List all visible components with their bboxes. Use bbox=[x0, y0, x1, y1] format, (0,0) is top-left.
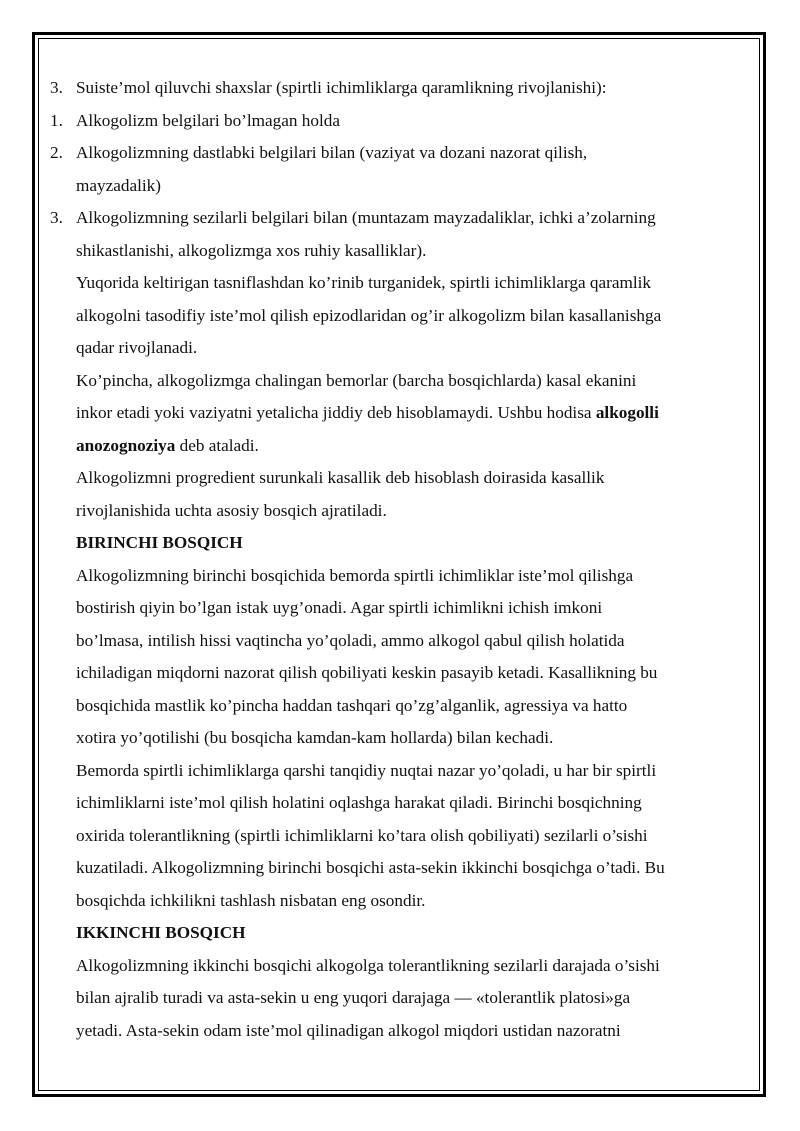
paragraph-line: rivojlanishida uchta asosiy bosqich ajratiladi. bbox=[76, 500, 387, 520]
list-text: Alkogolizm belgilari bo’lmagan holda bbox=[76, 110, 340, 130]
paragraph-line: Yuqorida keltirigan tasniflashdan ko’rinib turganidek, spirtli ichimliklarga qaramlik bbox=[76, 273, 652, 292]
list-number: 3. bbox=[50, 78, 63, 97]
paragraph-line bbox=[50, 397, 730, 430]
paragraph-line bbox=[50, 430, 730, 463]
paragraph-line: bosqichda ichkilikni tashlash nisbatan eng osondir. bbox=[76, 890, 426, 910]
paragraph-line: Bemorda spirtli ichimliklarga qarshi tanqidiy nuqtai nazar yo’qoladi, u har bir spirtli bbox=[76, 760, 657, 780]
list-text: Alkogolizmning dastlabki belgilari bilan (vaziyat va dozani nazorat qilish, bbox=[76, 143, 588, 162]
paragraph-line: bosqichida mastlik ko’pincha haddan tashqari qo’zg’alganlik, agressiya va hatto bbox=[76, 695, 628, 715]
bold-term: anozognoziya bbox=[76, 435, 176, 455]
paragraph-line: ichiladigan miqdorni nazorat qilish qobiliyati keskin pasayib ketadi. Kasallikning bu bbox=[76, 663, 658, 682]
list-text: Alkogolizmning sezilarli belgilari bilan (muntazam mayzadaliklar, ichki a’zolarning bbox=[76, 208, 656, 227]
paragraph-text: inkor etadi yoki vaziyatni yetalicha jiddiy deb hisoblamaydi. Ushbu hodisa bbox=[76, 403, 596, 422]
list-number: 2. bbox=[50, 143, 63, 162]
paragraph-line: Alkogolizmning ikkinchi bosqichi alkogolga tolerantlikning sezilarli darajada o’sishi bbox=[76, 955, 660, 975]
paragraph-text: deb ataladi. bbox=[175, 435, 259, 455]
section-heading: BIRINCHI BOSQICH bbox=[76, 533, 243, 552]
paragraph-line: bostirish qiyin bo’lgan istak uyg’onadi. Agar spirtli ichimlikni ichish imkoni bbox=[76, 598, 603, 617]
list-item-continuation: mayzadalik) bbox=[76, 175, 161, 195]
paragraph-line: yetadi. Asta-sekin odam iste’mol qilinadigan alkogol miqdori ustidan nazoratni bbox=[76, 1020, 621, 1040]
paragraph-line: qadar rivojlanadi. bbox=[76, 338, 198, 357]
paragraph-line: Alkogolizmning birinchi bosqichida bemorda spirtli ichimliklar iste’mol qilishga bbox=[76, 565, 634, 585]
list-item bbox=[50, 72, 730, 105]
list-item bbox=[50, 202, 730, 235]
list-item-continuation: shikastlanishi, alkogolizmga xos ruhiy kasalliklar). bbox=[76, 240, 427, 260]
paragraph-line: kuzatiladi. Alkogolizmning birinchi bosqichi asta-sekin ikkinchi bosqichga o’tadi. Bu bbox=[76, 858, 665, 877]
section-heading: IKKINCHI BOSQICH bbox=[76, 923, 246, 942]
paragraph-line: bo’lmasa, intilish hissi vaqtincha yo’qoladi, ammo alkogol qabul qilish holatida bbox=[76, 630, 625, 650]
list-number: 1. bbox=[50, 110, 63, 130]
paragraph-line: alkogolni tasodifiy iste’mol qilish epizodlaridan og’ir alkogolizm bilan kasallanishga bbox=[76, 305, 662, 325]
paragraph-line: ichimliklarni iste’mol qilish holatini oqlashga harakat qiladi. Birinchi bosqichning bbox=[76, 793, 642, 812]
paragraph-line: oxirida tolerantlikning (spirtli ichimliklarni ko’tara olish qobiliyati) sezilarli o’sishi bbox=[76, 825, 648, 845]
paragraph-line: bilan ajralib turadi va asta-sekin u eng yuqori darajaga — «tolerantlik platosi»ga bbox=[76, 988, 631, 1007]
list-item bbox=[50, 137, 730, 170]
bold-term: alkogolli bbox=[595, 403, 659, 422]
list-item bbox=[50, 105, 730, 138]
paragraph-line: Ko’pincha, alkogolizmga chalingan bemorlar (barcha bosqichlarda) kasal ekanini bbox=[76, 370, 637, 390]
paragraph-line: xotira yo’qotilishi (bu bosqicha kamdan-kam hollarda) bilan kechadi. bbox=[76, 728, 554, 747]
document-body bbox=[50, 72, 730, 1047]
list-number: 3. bbox=[50, 208, 63, 227]
list-text: Suiste’mol qiluvchi shaxslar (spirtli ichimliklarga qaramlikning rivojlanishi): bbox=[76, 78, 607, 97]
paragraph-line: Alkogolizmni progredient surunkali kasallik deb hisoblash doirasida kasallik bbox=[76, 468, 605, 487]
